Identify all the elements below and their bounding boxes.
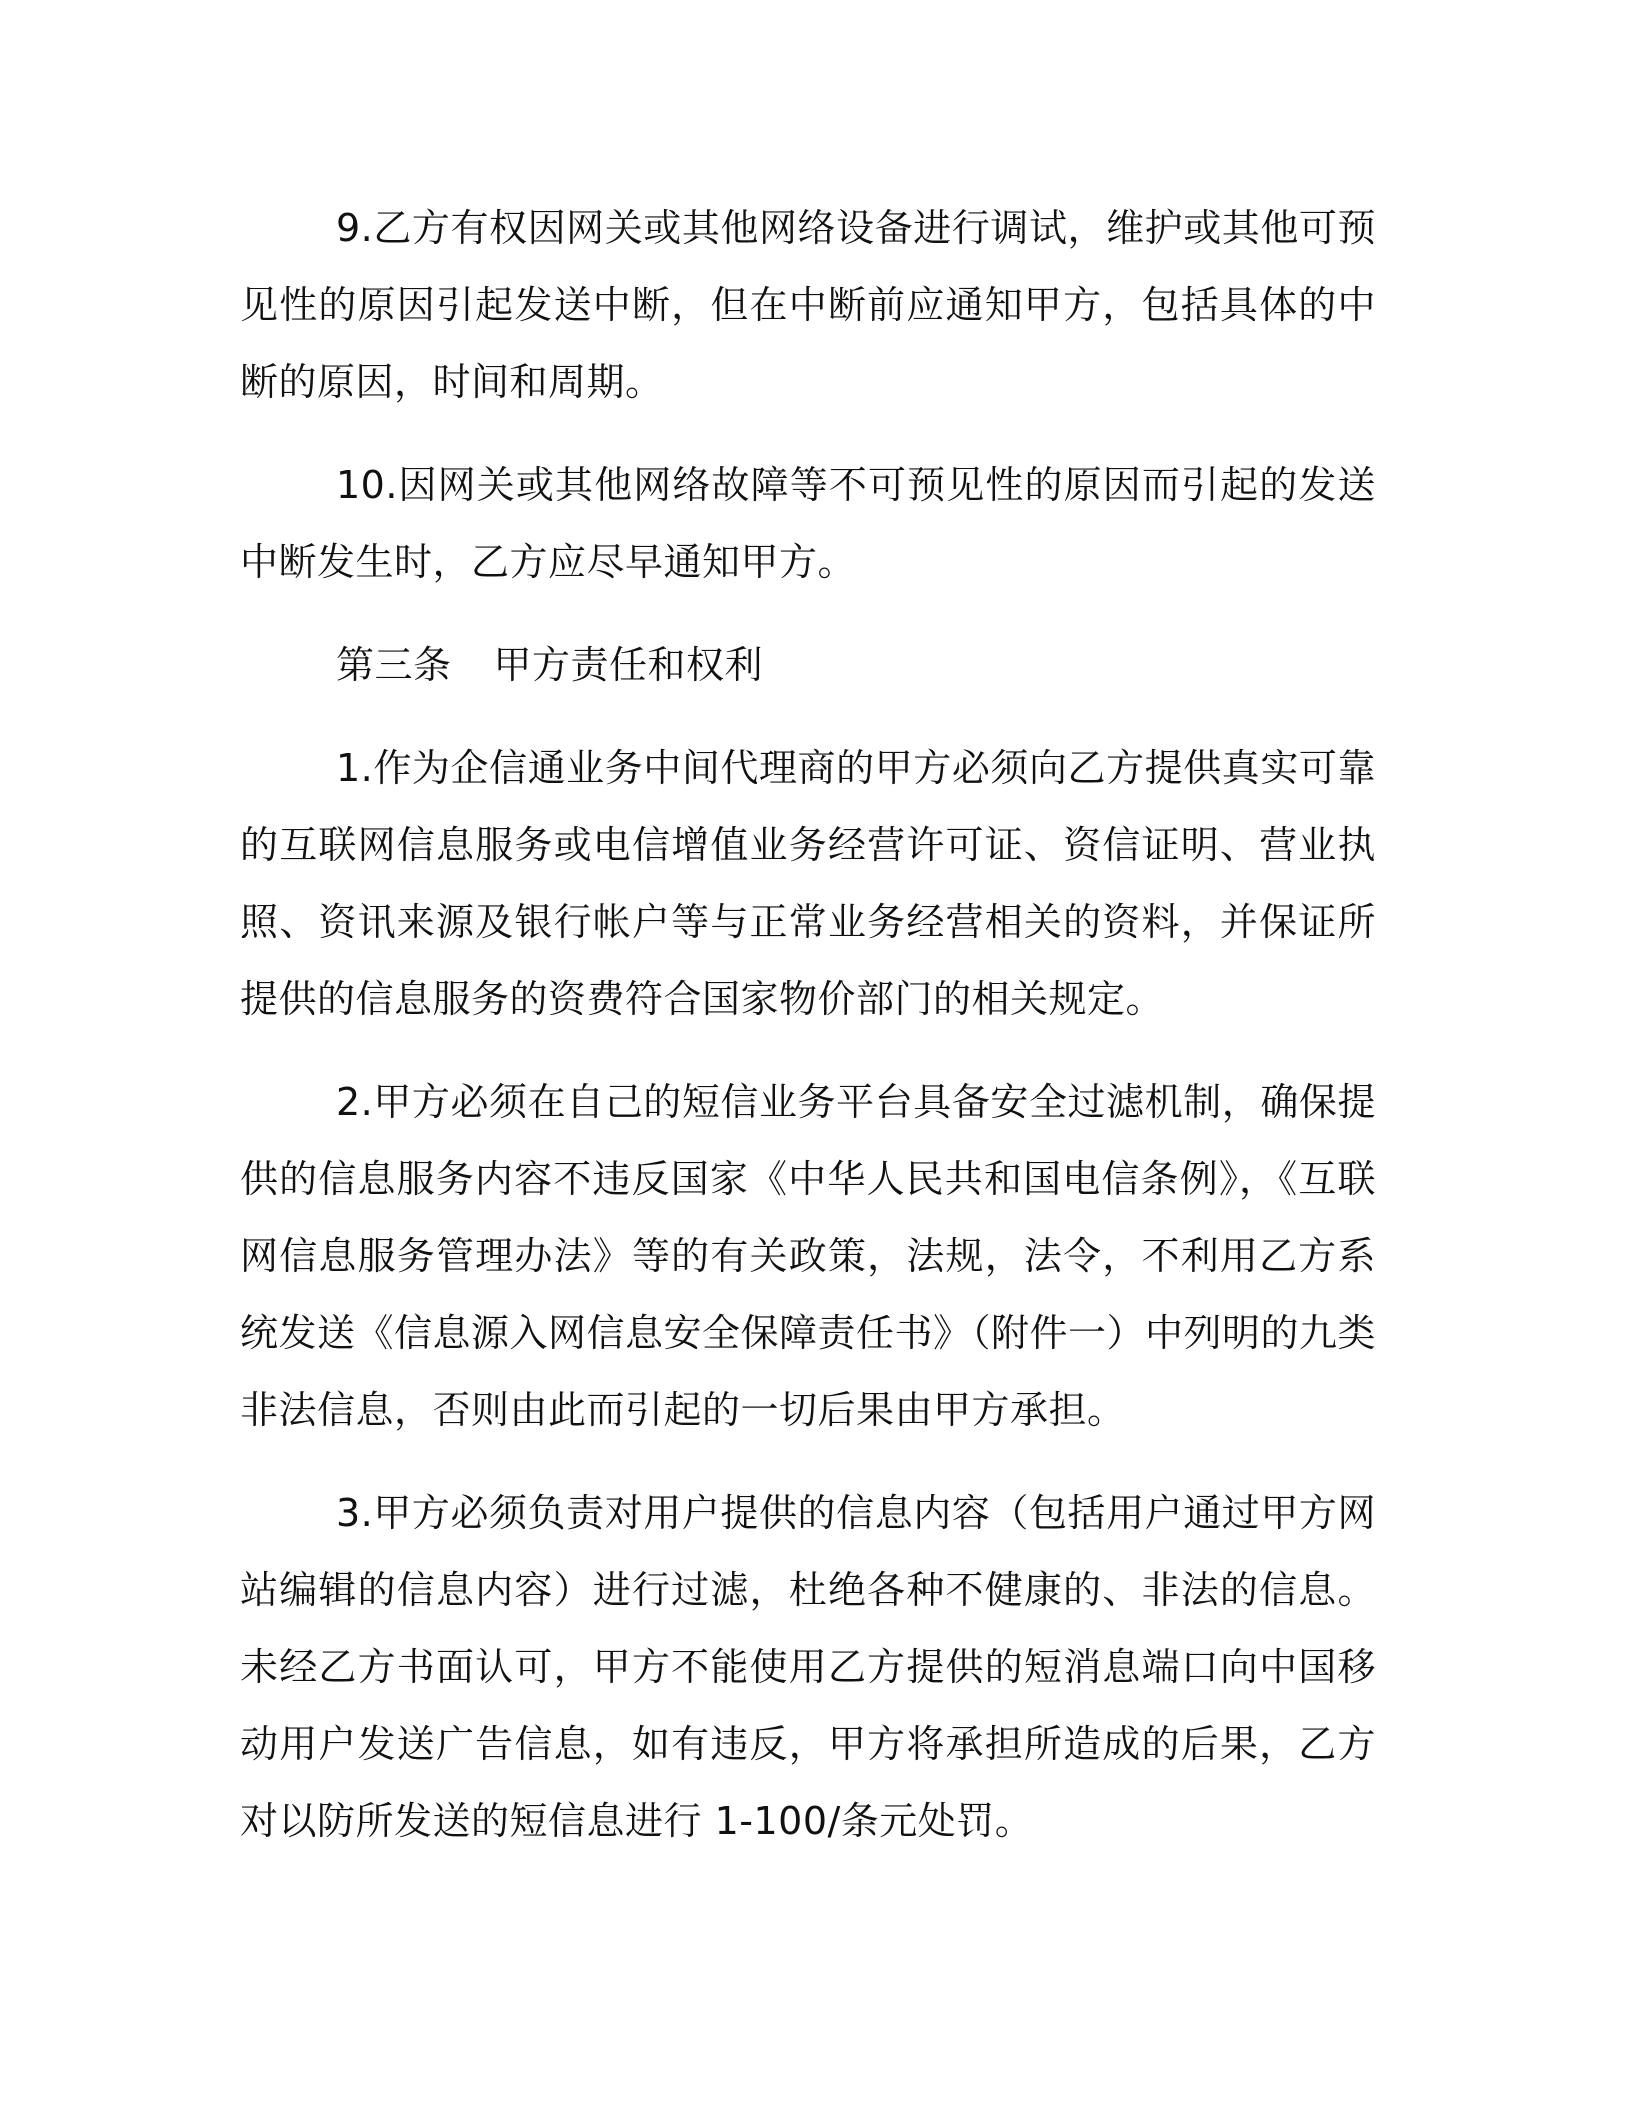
clause-2: 2.甲方必须在自己的短信业务平台具备安全过滤机制，确保提供的信息服务内容不违反国家《中华人民共和国电信条例》，《互联网信息服务管理办法》等的有关政策，法规，法令，不利用乙方系统发送《信息源入网信息安全保障责任书》（附件一）中列明的九类非法信息，否则由此而引起的一切后果由甲方承担。 [240,1080,1377,1432]
clause-1: 1.作为企信通业务中间代理商的甲方必须向乙方提供真实可靠的互联网信息服务或电信增值业务经营许可证、资信证明、营业执照、资讯来源及银行帐户等与正常业务经营相关的资料，并保证所提供的信息服务的资费符合国家物价部门的相关规定。 [240,746,1376,1021]
paragraph-10: 10.因网关或其他网络故障等不可预见性的原因而引起的发送中断发生时，乙方应尽早通知甲方。 [240,463,1376,584]
clause-3: 3.甲方必须负责对用户提供的信息内容（包括用户通过甲方网站编辑的信息内容）进行过滤，杜绝各种不健康的、非法的信息。未经乙方书面认可，甲方不能使用乙方提供的短消息端口向中国移动用户发送广告信息，如有违反，甲方将承担所造成的后果，乙方对以防所发送的短信息进行 1-100/条元处罚。 [240,1491,1376,1843]
section-number: 第三条 [336,643,452,687]
section-heading [240,627,1376,704]
paragraph-9: 9.乙方有权因网关或其他网络设备进行调试，维护或其他可预见性的原因引起发送中断，但在中断前应通知甲方，包括具体的中断的原因，时间和周期。 [240,206,1376,404]
section-title: 甲方责任和权利 [493,643,764,687]
document-body [240,190,1376,1886]
